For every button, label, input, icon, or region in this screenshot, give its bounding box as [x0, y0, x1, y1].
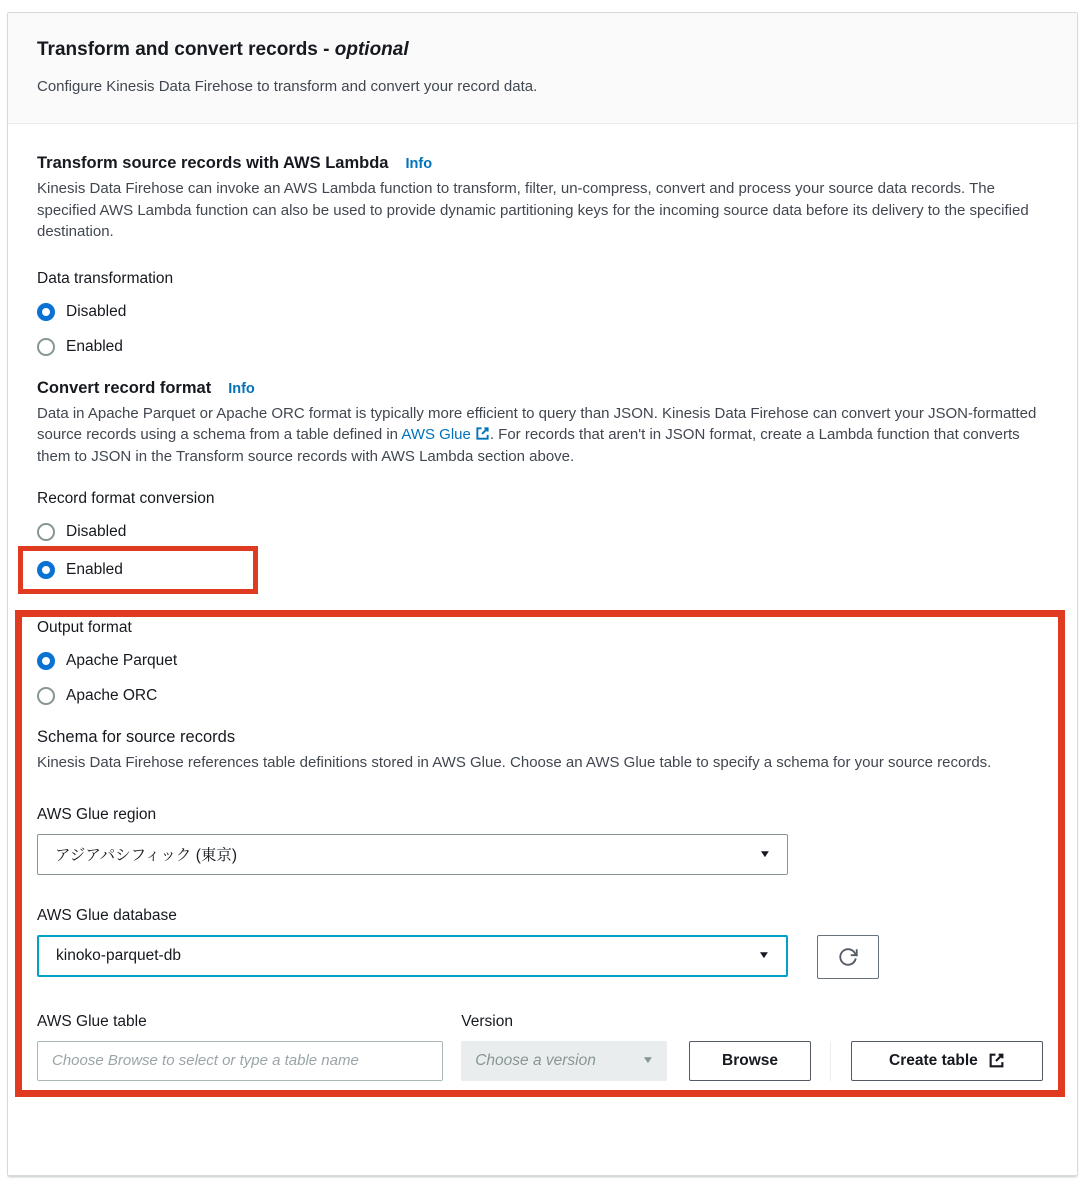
page-title	[37, 39, 1037, 61]
radio-unselected-icon	[37, 523, 55, 541]
aws-glue-link-label: AWS Glue	[401, 426, 471, 443]
glue-table-field	[37, 1013, 443, 1081]
button-divider	[830, 1041, 831, 1081]
version-placeholder: Choose a version	[475, 1051, 596, 1069]
radio-selected-icon	[37, 561, 55, 579]
convert-section-heading: Convert record format	[37, 378, 212, 397]
panel-subtitle: Configure Kinesis Data Firehose to transform and convert your record data.	[37, 78, 538, 95]
schema-section-description: Kinesis Data Firehose references table definitions stored in AWS Glue. Choose an AWS Glue table to specify a schema for your source records.	[37, 754, 992, 771]
radio-record-format-enabled[interactable]	[37, 558, 123, 582]
external-link-icon	[475, 426, 490, 441]
glue-table-input[interactable]	[37, 1041, 443, 1081]
radio-record-format-disabled[interactable]	[37, 520, 126, 544]
glue-database-label: AWS Glue database	[37, 906, 177, 924]
chevron-down-icon: ▼	[758, 848, 772, 860]
convert-description-part1: Data in Apache Parquet or Apache ORC format is typically more efficient to query than JSON. Kinesis Data Firehose can convert your JSON-formatted source records using a schema from a table defined in	[37, 404, 1037, 443]
panel-header	[8, 13, 1077, 124]
panel-body	[8, 154, 1077, 1097]
radio-selected-icon	[37, 303, 55, 321]
refresh-icon	[837, 946, 859, 968]
radio-data-transformation-enabled[interactable]	[37, 335, 123, 359]
glue-region-select[interactable]	[37, 834, 788, 875]
data-transformation-label: Data transformation	[37, 269, 174, 287]
data-transformation-radio-group	[37, 300, 1046, 359]
radio-label: Disabled	[66, 523, 127, 540]
version-select[interactable]	[461, 1041, 667, 1081]
lambda-info-link[interactable]: Info	[405, 156, 433, 172]
glue-table-row	[37, 1013, 1043, 1081]
record-format-conversion-label: Record format conversion	[37, 490, 215, 507]
radio-label: Enabled	[66, 561, 123, 578]
glue-region-value: アジアパシフィック (東京)	[55, 847, 238, 864]
chevron-down-icon: ▼	[641, 1055, 655, 1066]
radio-output-apache-parquet[interactable]	[37, 649, 177, 673]
schema-section-heading: Schema for source records	[37, 728, 236, 746]
convert-info-link[interactable]: Info	[228, 380, 255, 397]
version-field	[461, 1013, 667, 1081]
radio-unselected-icon	[37, 687, 55, 705]
chevron-down-icon: ▼	[757, 950, 771, 961]
page-title-optional: optional	[334, 39, 409, 60]
convert-section-head	[37, 379, 1046, 398]
glue-database-row	[37, 935, 1043, 979]
radio-unselected-icon	[37, 338, 55, 356]
page-title-text: Transform and convert records -	[37, 39, 330, 60]
create-table-button-label: Create table	[889, 1051, 978, 1069]
glue-region-label: AWS Glue region	[37, 805, 157, 823]
glue-table-label: AWS Glue table	[37, 1012, 147, 1030]
radio-data-transformation-disabled[interactable]	[37, 300, 126, 324]
radio-label: Apache Parquet	[66, 652, 178, 669]
lambda-section-head	[37, 154, 1046, 173]
refresh-button[interactable]	[817, 935, 879, 979]
external-link-icon	[988, 1052, 1005, 1069]
radio-label: Enabled	[66, 337, 123, 355]
transform-and-convert-panel	[7, 12, 1078, 1176]
glue-database-value: kinoko-parquet-db	[56, 946, 181, 964]
output-format-radio-group	[37, 649, 1043, 708]
annotation-box-enabled	[18, 546, 258, 594]
radio-output-apache-orc[interactable]	[37, 684, 157, 708]
radio-selected-icon	[37, 652, 55, 670]
create-table-button[interactable]	[851, 1041, 1043, 1081]
lambda-section-heading: Transform source records with AWS Lambda	[37, 154, 389, 172]
record-format-conversion-radio-group	[37, 520, 1046, 594]
browse-button-label: Browse	[722, 1051, 778, 1069]
version-label: Version	[461, 1012, 513, 1030]
lambda-section-description: Kinesis Data Firehose can invoke an AWS Lambda function to transform, filter, un-compress, convert and process your source data records. The specified AWS Lambda function can also be used to provide dynamic partitioning keys for the incoming source data before its delivery to the specified destination.	[37, 180, 1029, 240]
annotation-box-output-format	[15, 610, 1065, 1097]
glue-database-select[interactable]	[37, 935, 788, 977]
convert-section-description	[37, 403, 1044, 468]
browse-button[interactable]	[689, 1041, 811, 1081]
output-format-label: Output format	[37, 619, 132, 636]
convert-description-part2: . For records that aren't in JSON format, create a Lambda function that converts them to JSON in the Transform source records with AWS Lambda section above.	[37, 426, 1020, 465]
radio-label: Disabled	[66, 302, 127, 320]
aws-glue-link[interactable]	[401, 426, 489, 443]
radio-label: Apache ORC	[66, 687, 158, 704]
